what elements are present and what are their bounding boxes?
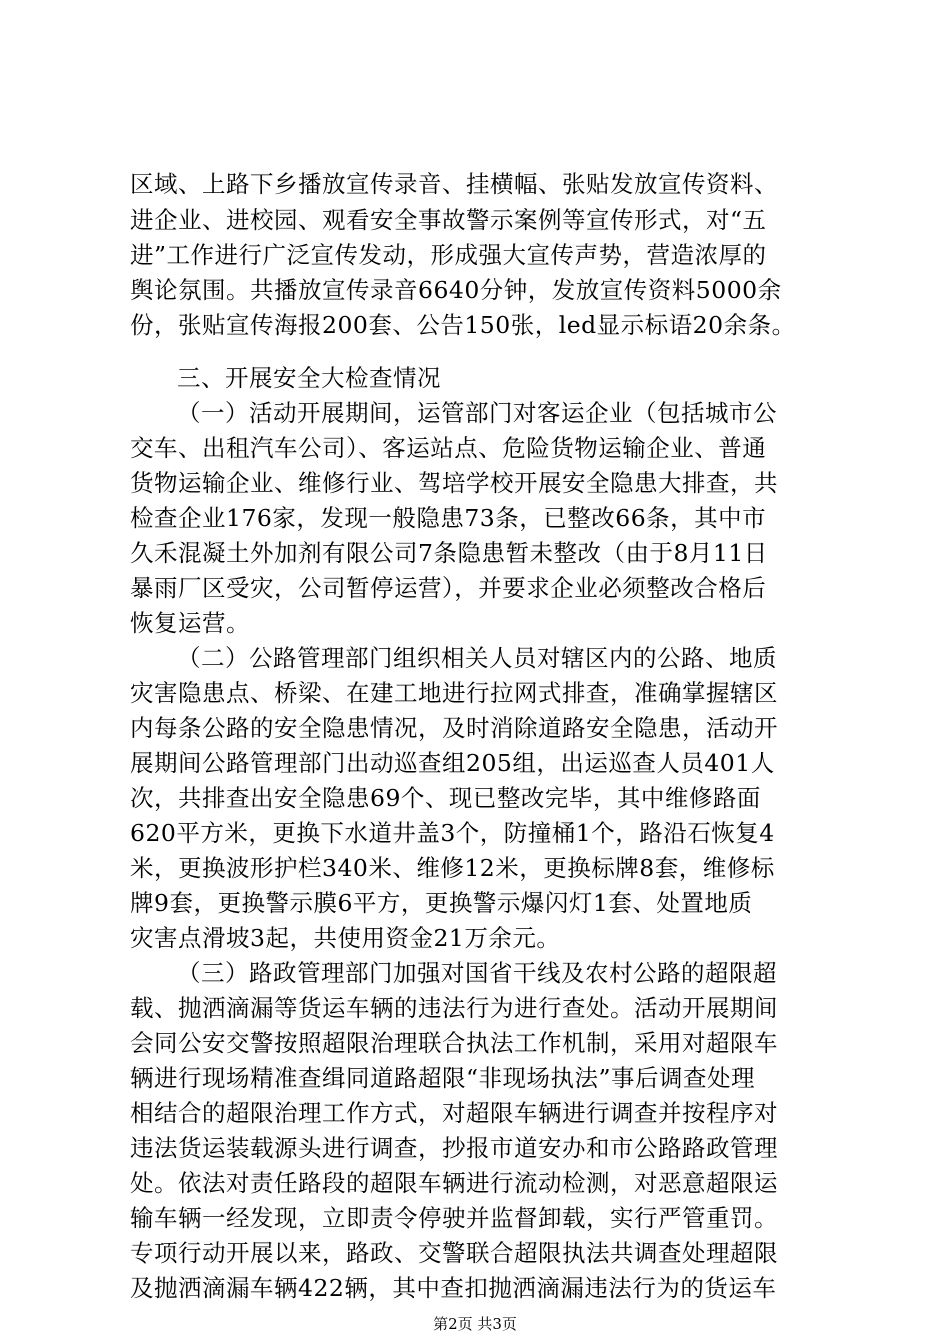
text-line: 恢复运营。 [130, 609, 250, 637]
section-heading: 三、开展安全大检查情况 [177, 364, 441, 392]
text-line: 货物运输企业、维修行业、驾培学校开展安全隐患大排查，共 [130, 469, 778, 497]
text-line: 展期间公路管理部门出动巡查组205组，出运巡查人员401人 [130, 749, 775, 777]
page-footer: 第2页 共3页 [433, 1315, 517, 1333]
text-line: 违法货运装载源头进行调查，抄报市道安办和市公路路政管理 [130, 1134, 778, 1162]
text-line: 暴雨厂区受灾，公司暂停运营），并要求企业必须整改合格后 [130, 574, 767, 602]
text-line: 进企业、进校园、观看安全事故警示案例等宣传形式，对“五 [130, 206, 767, 234]
text-line: 久禾混凝土外加剂有限公司7条隐患暂未整改（由于8月11日 [130, 539, 768, 567]
text-line: 检查企业176家，发现一般隐患73条，已整改66条，其中市 [130, 504, 767, 532]
text-line: 米，更换波形护栏340米、维修12米，更换标牌8套，维修标 [130, 854, 775, 882]
text-line: 辆进行现场精准查缉同道路超限“非现场执法”事后调查处理 [130, 1064, 756, 1092]
text-line: 灾害隐患点、桥梁、在建工地进行拉网式排查，准确掌握辖区 [130, 679, 778, 707]
text-line: 会同公安交警按照超限治理联合执法工作机制，采用对超限车 [130, 1029, 778, 1057]
text-line: 舆论氛围。共播放宣传录音6640分钟，发放宣传资料5000余 [130, 276, 782, 304]
text-line: 区域、上路下乡播放宣传录音、挂横幅、张贴发放宣传资料、 [130, 170, 778, 198]
text-line: 载、抛洒滴漏等货运车辆的违法行为进行查处。活动开展期间 [130, 994, 778, 1022]
paragraph-start-line: （三）路政管理部门加强对国省干线及农村公路的超限超 [177, 959, 777, 987]
text-line: 交车、出租汽车公司）、客运站点、危险货物运输企业、普通 [130, 434, 767, 462]
paragraph-start-line: （一）活动开展期间，运管部门对客运企业（包括城市公 [177, 399, 777, 427]
text-line: 相结合的超限治理工作方式，对超限车辆进行调查并按程序对 [130, 1099, 778, 1127]
text-line: 牌9套，更换警示膜6平方，更换警示爆闪灯1套、处置地质 [130, 889, 753, 917]
text-line: 进”工作进行广泛宣传发动，形成强大宣传声势，营造浓厚的 [130, 241, 767, 269]
text-line: 灾害点滑坡3起，共使用资金21万余元。 [130, 924, 561, 952]
paragraph-start-line: （二）公路管理部门组织相关人员对辖区内的公路、地质 [177, 644, 777, 672]
text-line: 份，张贴宣传海报200套、公告150张，led显示标语20余条。 [130, 311, 796, 339]
text-line: 专项行动开展以来，路政、交警联合超限执法共调查处理超限 [130, 1239, 778, 1267]
text-line: 及抛洒滴漏车辆422辆，其中查扣抛洒滴漏违法行为的货运车 [130, 1274, 777, 1302]
text-line: 内每条公路的安全隐患情况，及时消除道路安全隐患，活动开 [130, 714, 778, 742]
text-line: 620平方米，更换下水道井盖3个，防撞桶1个，路沿石恢复4 [130, 819, 775, 847]
text-line: 输车辆一经发现，立即责令停驶并监督卸载，实行严管重罚。 [130, 1204, 778, 1232]
text-line: 处。依法对责任路段的超限车辆进行流动检测，对恶意超限运 [130, 1169, 778, 1197]
text-line: 次，共排查出安全隐患69个、现已整改完毕，其中维修路面 [130, 784, 761, 812]
